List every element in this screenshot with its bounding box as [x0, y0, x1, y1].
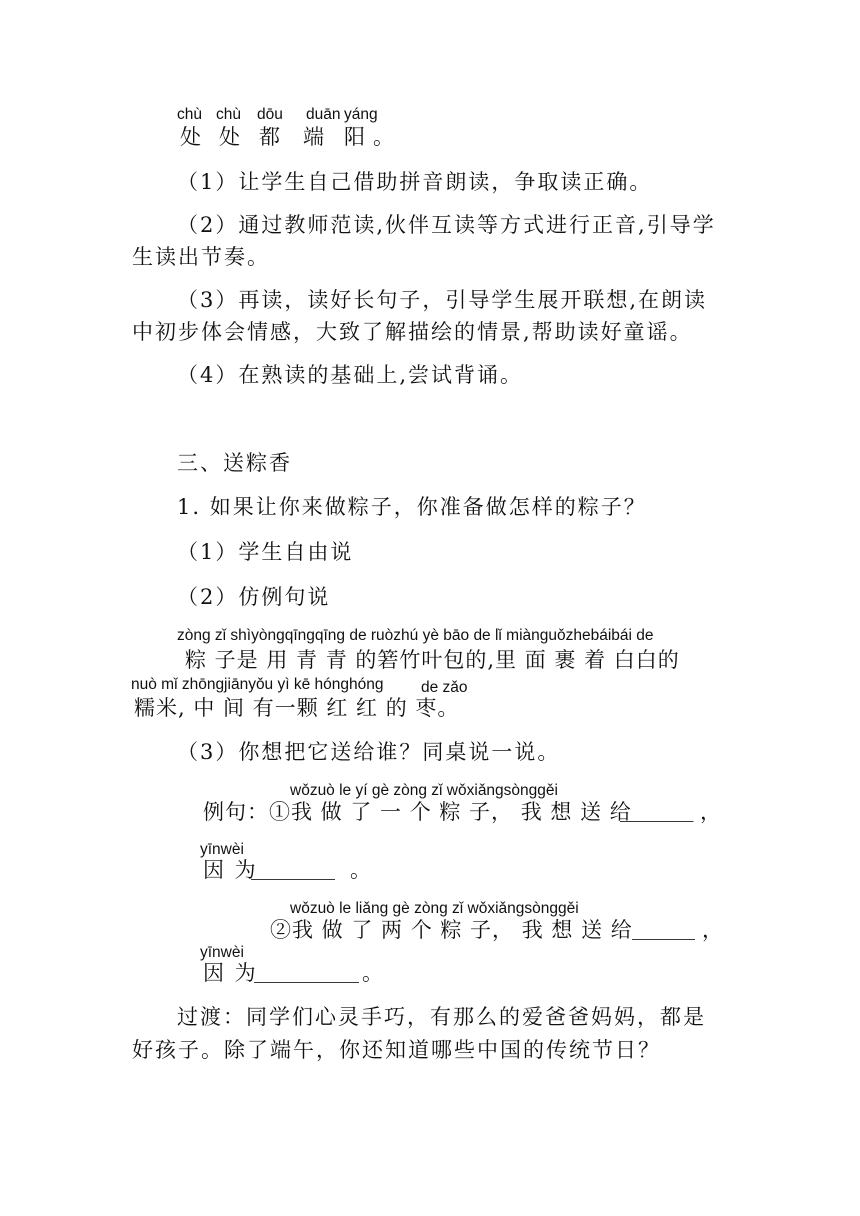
pinyin: dōu [257, 106, 283, 123]
step-1: （1）让学生自己借助拼音朗读，争取读正确。 [177, 170, 653, 194]
step-2-cont: 生读出节奏。 [132, 245, 270, 269]
pinyin: duān [306, 106, 341, 123]
example-pinyin-2-tail: de zǎo [421, 679, 468, 696]
ex1-line: 例句：①我 做 了 一 个 粽 子， 我 想 送 给 [203, 800, 632, 824]
hanzi: 阳 [344, 125, 365, 149]
substep-2: （2）仿例句说 [177, 585, 331, 609]
because-line-2: 因 为 [203, 961, 258, 985]
hanzi: 处 [180, 125, 201, 149]
step-3-cont: 中初步体会情感，大致了解描绘的情景,帮助读好童谣。 [132, 320, 693, 344]
section-title: 三、送粽香 [177, 451, 292, 475]
ex2-blank2: __________ [254, 959, 359, 983]
pinyin: chù [216, 106, 241, 123]
because-pinyin: yīnwèi [200, 841, 244, 858]
hanzi: 。 [373, 125, 394, 149]
ex1-comma: ， [700, 800, 721, 824]
step-3: （3）再读，读好长句子，引导学生展开联想,在朗读 [177, 288, 708, 312]
step-2: （2）通过教师范读,伙伴互读等方式进行正音,引导学 [177, 213, 716, 237]
transition-line-2: 好孩子。除了端午，你还知道哪些中国的传统节日？ [132, 1038, 661, 1062]
example-pinyin-2: nuò mǐ zhōngjiānyǒu yì kē hónghóng [131, 676, 384, 693]
ex2-end: 。 [362, 961, 383, 985]
ex2-line: ②我 做 了 两 个 粽 子， 我 想 送 给 [270, 918, 633, 942]
hanzi: 处 [219, 125, 240, 149]
ex2-comma: ， [702, 918, 723, 942]
because-line: 因 为 [203, 858, 258, 882]
example-hanzi-2: 糯米, 中 间 有一颗 红 红 的 枣。 [134, 696, 460, 720]
pinyin: chù [177, 106, 202, 123]
ex1-end: 。 [350, 858, 371, 882]
ex1-blank: _______ [620, 798, 694, 822]
ex2-blank: ______ [632, 916, 695, 940]
step-4: （4）在熟读的基础上,尝试背诵。 [177, 363, 524, 387]
substep-3: （3）你想把它送给谁？同桌说一说。 [177, 740, 561, 764]
ex1-blank2: ________ [251, 856, 335, 880]
ex1-pinyin: wǒzuò le yí gè zòng zǐ wǒxiǎngsònggěi [290, 782, 558, 799]
example-hanzi-1: 粽 子是 用 青 青 的箬竹叶包的,里 面 裹 着 白白的 [185, 648, 680, 672]
transition-line-1: 过渡：同学们心灵手巧，有那么的爱爸爸妈妈，都是 [177, 1005, 706, 1029]
hanzi: 端 [303, 125, 324, 149]
example-pinyin-1: zòng zǐ shìyòngqīngqīng de ruòzhú yè bāo de lǐ miànguǒzhebáibái de [177, 627, 654, 644]
because-pinyin-2: yīnwèi [200, 944, 244, 961]
ex2-pinyin: wǒzuò le liǎng gè zòng zǐ wǒxiǎngsònggěi [290, 900, 579, 917]
question-1: 1. 如果让你来做粽子，你准备做怎样的粽子？ [177, 495, 647, 519]
substep-1: （1）学生自由说 [177, 540, 354, 564]
pinyin: yáng [344, 106, 378, 123]
hanzi: 都 [259, 125, 280, 149]
